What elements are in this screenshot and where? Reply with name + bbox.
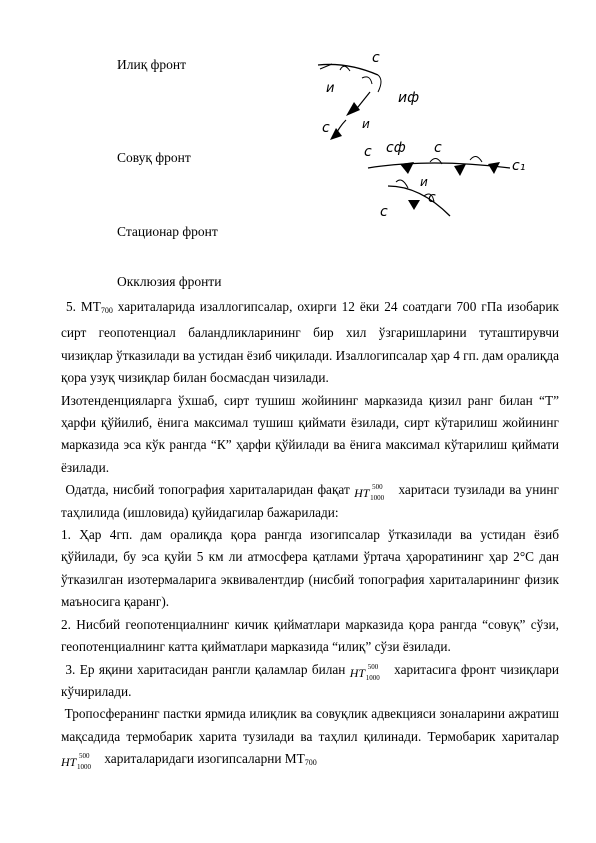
sketch2-i-mid: и bbox=[420, 175, 428, 189]
p5-subscript: 700 bbox=[100, 306, 113, 315]
p10-text-a: 3. Ер яқини харитасидан рангли қаламлар билан bbox=[65, 661, 350, 677]
p7-text-a: Одатда, нисбий топография хариталаридан фақат bbox=[65, 482, 355, 498]
p11-text-b: хариталаридаги изогипсаларни МТ bbox=[101, 751, 305, 767]
ht-formula bbox=[61, 751, 101, 772]
sketch3-c-left: с bbox=[380, 204, 388, 220]
warm-front-sketch bbox=[318, 50, 419, 140]
paragraph-10 bbox=[61, 659, 559, 704]
p10-text-b: харитасига фронт чизиқлари кўчирилади. bbox=[61, 661, 559, 699]
p6-text: Изотенденцияларга ўхшаб, сирт тушиш жойининг марказида қизил ранг билан “Т” ҳарфи қўйилиб, ёнига максимал тушиш қиймати ёзилади, сирт кўтарилиш жойининг марказида эса кўк рангда “К” ҳарфи қўйилади ва ёнига максимал кўтарилиш қиймати ёзилади. bbox=[61, 392, 559, 475]
p5-text-b: хариталарида изаллогипсалар, охирги 12 ёки 24 соатдаги 700 гПа изобарик сирт геопотенциал баландликларининг бир хил ўзгаришларини туташтирувчи чизиқлар ўтказилади ва устидан ёзиб чиқилади. Изаллогипсалар ҳар 4 гп. дам оралиқда қора узуқ чизиқлар билан босмасдан чизилади. bbox=[61, 299, 560, 386]
p5-text-a: 5. МТ bbox=[65, 299, 101, 314]
sketch2-c-mid: с bbox=[434, 140, 442, 156]
sketch1-i-mid: и bbox=[362, 117, 370, 131]
p9-text: 2. Нисбий геопотенциалнинг кичик қийматлари марказида қора рангда “совуқ” сўзи, геопотенциалнинг катта қийматлари марказида “илиқ” сўзи ёзилади. bbox=[61, 616, 559, 655]
warm-front-label: Илиқ фронт bbox=[117, 57, 187, 72]
formula-den: 1000 bbox=[77, 763, 91, 772]
formula-ht: НТ bbox=[354, 486, 370, 501]
sketch1-tag: иф bbox=[398, 90, 420, 106]
cold-front-label: Совуқ фронт bbox=[117, 150, 191, 165]
sketch2-c-right: с₁ bbox=[512, 158, 526, 174]
formula-num: 500 bbox=[79, 752, 90, 761]
sketch1-c-mid: с bbox=[322, 120, 330, 136]
paragraph-7 bbox=[61, 479, 559, 524]
stationary-front-label: Стационар фронт bbox=[117, 224, 218, 239]
stationary-front-sketch bbox=[380, 180, 450, 220]
sketch3-c-right: с bbox=[428, 190, 436, 206]
formula-num: 500 bbox=[372, 483, 383, 492]
formula-num: 500 bbox=[367, 662, 379, 671]
cold-front-sketch bbox=[364, 140, 525, 189]
body-text bbox=[61, 296, 560, 775]
ht-formula bbox=[349, 662, 390, 682]
p7-text-b: харитаси тузилади ва унинг таҳлилида (ишловида) қуйидагилар бажарилади: bbox=[61, 482, 559, 520]
paragraph-6 bbox=[61, 390, 559, 480]
formula-ht: НТ bbox=[349, 665, 366, 680]
formula-den: 1000 bbox=[365, 673, 380, 682]
formula-ht: НТ bbox=[61, 755, 77, 770]
formula-den: 1000 bbox=[370, 494, 385, 503]
sketch2-tag: сф bbox=[386, 140, 406, 156]
p11-subscript: 700 bbox=[304, 758, 317, 768]
p11-text-a: Тропосферанинг пастки ярмида илиқлик ва совуқлик адвекцияси зоналарини ажратиш мақсадида термобарик харита тузилади ва таҳлил қилинади. Термобарик хариталар bbox=[61, 706, 559, 744]
sketch1-c-top: с bbox=[372, 50, 380, 66]
paragraph-11 bbox=[61, 703, 559, 774]
paragraph-9 bbox=[61, 614, 559, 659]
sketch2-c-left: с bbox=[364, 144, 372, 160]
ht-formula bbox=[354, 482, 394, 503]
front-symbols-sketch bbox=[300, 40, 596, 250]
sketch1-i-left: и bbox=[326, 81, 335, 96]
paragraph-5 bbox=[61, 296, 559, 390]
occlusion-front-label: Окклюзия фронти bbox=[117, 274, 222, 289]
p8-text: 1. Ҳар 4гп. дам оралиқда қора рангда изогипсалар ўтказилади ва устидан ёзиб қўйилади, бу эса қуйи 5 км ли атмосфера қатлами ўртача ҳароратининг ҳар 2°С дан ўтказилган изотермаларига эквивалентдир (нисбий топография хариталарининг физик маъносига қаранг). bbox=[61, 527, 559, 610]
paragraph-8 bbox=[61, 524, 559, 614]
